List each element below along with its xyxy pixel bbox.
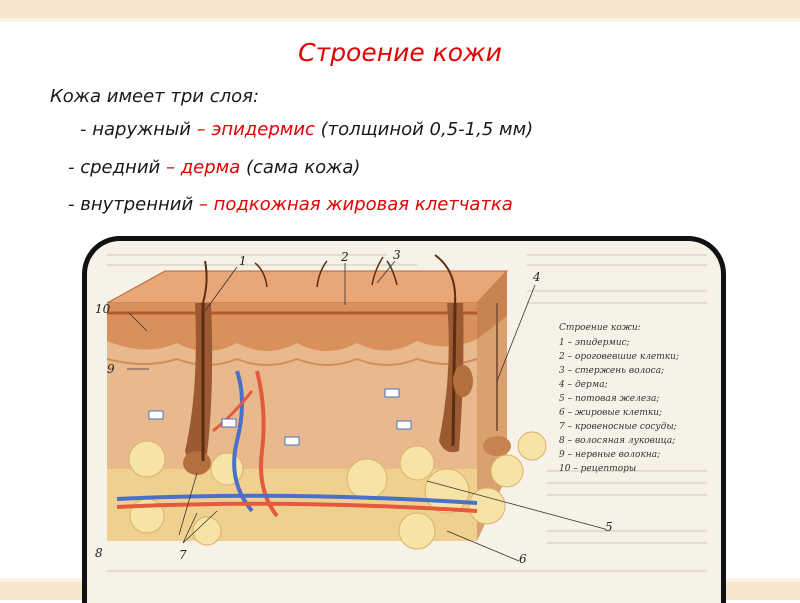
fig-num-3: 3 bbox=[393, 248, 401, 262]
fig-num-4: 4 bbox=[533, 270, 541, 284]
block-top-surface bbox=[107, 271, 507, 303]
layer-outer-dash: – bbox=[196, 119, 212, 140]
legend-title: Строение кожи: bbox=[559, 323, 641, 333]
skin-illustration-panel bbox=[82, 236, 726, 603]
layer-middle-name: дерма bbox=[180, 157, 241, 178]
fig-num-10: 10 bbox=[95, 302, 111, 316]
fig-num-9: 9 bbox=[107, 362, 115, 376]
legend-item: 5 – потовая железа; bbox=[559, 394, 660, 404]
layer-outer-name: эпидермис bbox=[211, 119, 315, 140]
layer-inner-name: подкожная жировая клетчатка bbox=[213, 194, 513, 215]
fig-num-7: 7 bbox=[179, 548, 187, 562]
layer-inner bbox=[68, 194, 513, 215]
fig-num-5: 5 bbox=[605, 520, 613, 534]
intro-text: Кожа имеет три слоя: bbox=[50, 86, 260, 107]
legend-item: 3 – стержень волоса; bbox=[559, 366, 665, 376]
layer-outer-suffix: (толщиной 0,5-1,5 мм) bbox=[314, 119, 534, 140]
slide-title: Строение кожи bbox=[298, 38, 502, 67]
fig-num-6: 6 bbox=[519, 552, 527, 566]
legend-item: 8 – волосяная луковица; bbox=[559, 436, 676, 446]
sweat-gland bbox=[483, 436, 511, 456]
layer-middle-suffix: (сама кожа) bbox=[240, 157, 361, 178]
fig-num-2: 2 bbox=[341, 250, 349, 264]
figure-legend bbox=[559, 321, 719, 476]
layer-inner-dash: – bbox=[193, 194, 214, 215]
legend-item: 1 – эпидермис; bbox=[559, 338, 630, 348]
legend-item: 10 – рецепторы bbox=[559, 464, 637, 474]
sebaceous-gland bbox=[453, 365, 473, 397]
layer-outer bbox=[80, 119, 533, 140]
legend-item: 4 – дерма; bbox=[559, 380, 608, 390]
legend-item: 7 – кровеносные сосуды; bbox=[559, 422, 677, 432]
fig-num-8: 8 bbox=[95, 546, 103, 560]
layer-middle bbox=[68, 157, 360, 178]
legend-item: 9 – нервные волокна; bbox=[559, 450, 661, 460]
layer-outer-prefix: - наружный bbox=[80, 119, 197, 140]
fig-num-1: 1 bbox=[239, 254, 247, 268]
layer-inner-prefix: - внутренний bbox=[68, 194, 194, 215]
hair-bulb bbox=[183, 451, 211, 475]
layer-middle-prefix: - средний bbox=[68, 157, 161, 178]
legend-item: 2 – ороговевшие клетки; bbox=[559, 352, 679, 362]
legend-item: 6 – жировые клетки; bbox=[559, 408, 663, 418]
top-stripe bbox=[0, 0, 800, 18]
layer-middle-dash: – bbox=[160, 157, 181, 178]
